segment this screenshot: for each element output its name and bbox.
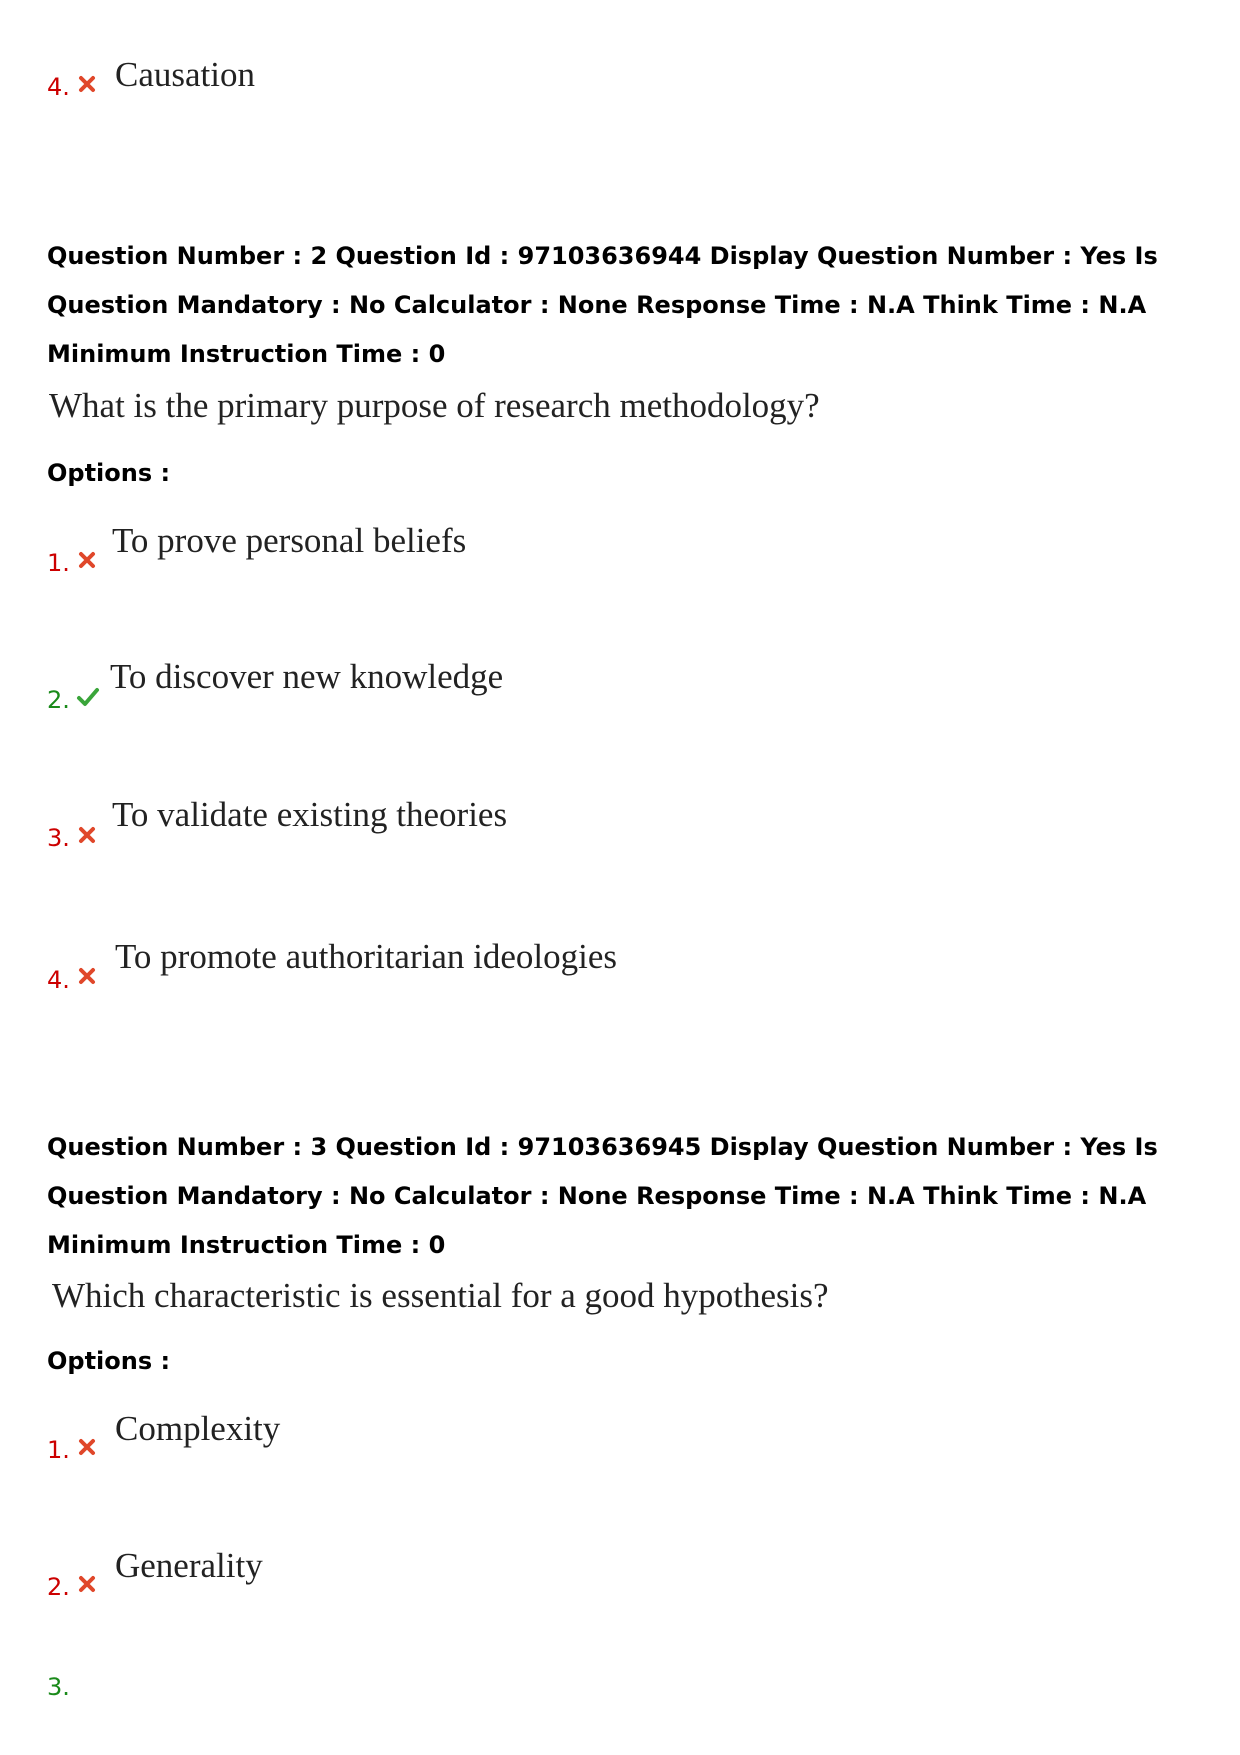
option-text: Generality — [115, 1546, 263, 1585]
options-label: Options : — [47, 1347, 171, 1375]
option-number: 4. — [47, 73, 70, 101]
option-number: 2. — [47, 1573, 70, 1601]
option-number: 2. — [47, 686, 70, 714]
check-icon — [76, 686, 100, 708]
option-number: 4. — [47, 966, 70, 994]
cross-icon — [77, 825, 97, 845]
question-text: Which characteristic is essential for a good hypothesis? — [52, 1276, 829, 1315]
option-text: To prove personal beliefs — [112, 521, 467, 560]
option-text: To validate existing theories — [112, 795, 508, 834]
question-meta: Question Number : 2 Question Id : 97103636944 Display Question Number : Yes Is Question Mandatory : No Calculator : None Response Time : N.A Think Time : N.A Minimum Instruction Time : 0 — [47, 242, 1158, 368]
question-meta: Question Number : 3 Question Id : 97103636945 Display Question Number : Yes Is Question Mandatory : No Calculator : None Response Time : N.A Think Time : N.A Minimum Instruction Time : 0 — [47, 1133, 1158, 1259]
option-text: Complexity — [115, 1409, 281, 1448]
option-text: To discover new knowledge — [110, 657, 504, 696]
options-label: Options : — [47, 459, 171, 487]
option-number: 1. — [47, 549, 70, 577]
option-number: 3. — [47, 824, 70, 852]
option-text: Causation — [115, 55, 255, 94]
cross-icon — [77, 1574, 97, 1594]
cross-icon — [77, 74, 97, 94]
option-text: To promote authoritarian ideologies — [115, 937, 617, 976]
cross-icon — [77, 1437, 97, 1457]
cross-icon — [77, 966, 97, 986]
option-number: 1. — [47, 1436, 70, 1464]
cross-icon — [77, 550, 97, 570]
option-number: 3. — [47, 1673, 70, 1701]
question-text: What is the primary purpose of research methodology? — [49, 386, 820, 425]
